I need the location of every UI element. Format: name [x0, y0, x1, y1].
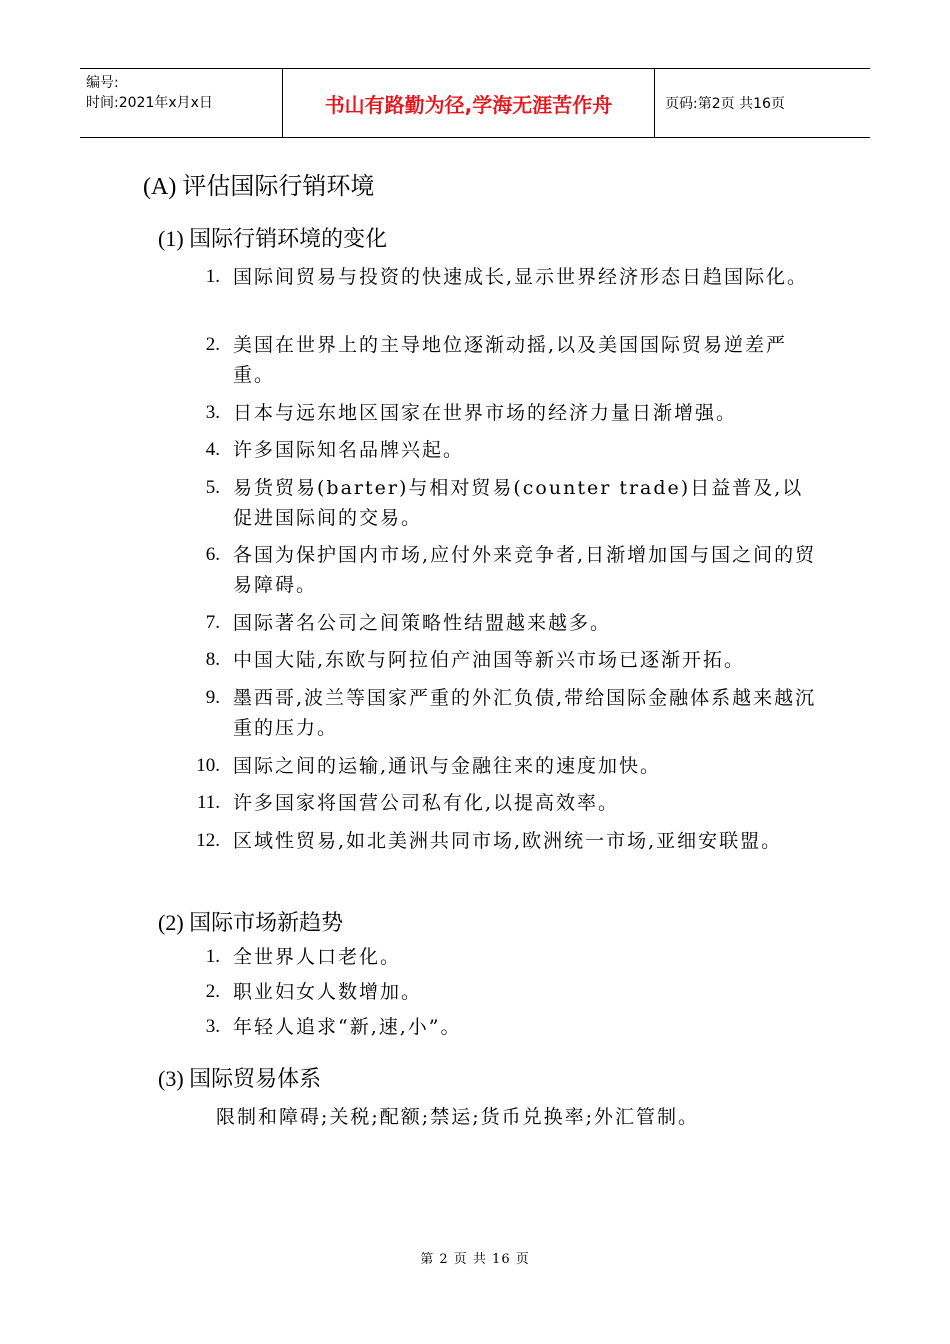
section-2-label: 国际市场新趋势: [189, 911, 344, 936]
section-3-title: [158, 1062, 321, 1093]
item-number: 10.: [196, 755, 220, 776]
code-label: 编号:: [86, 75, 119, 91]
header-meta: [80, 69, 282, 137]
list-item: [180, 788, 820, 826]
item-number: 1.: [205, 266, 220, 287]
item-text: 全世界人口老化。: [233, 946, 402, 968]
item-number: 2.: [205, 981, 220, 1002]
section-1-prefix: (1): [158, 226, 184, 251]
item-text: 各国为保护国内市场,应付外来竞争者,日渐增加国与国之间的贸易障碍。: [233, 544, 817, 596]
section-1-title: [158, 222, 387, 253]
section-2-prefix: (2): [158, 910, 184, 935]
heading-a: [143, 166, 374, 201]
header-motto: 书山有路勤为径,学海无涯苦作舟: [282, 69, 655, 137]
list-item: [180, 977, 820, 1012]
item-number: 2.: [205, 334, 220, 355]
list-item: [180, 751, 820, 788]
heading-a-prefix: (A): [143, 174, 177, 200]
section-3-text: 限制和障碍;关税;配额;禁运;货币兑换率;外汇管制。: [216, 1106, 700, 1128]
item-text: 年轻人追求“新,速,小”。: [233, 1016, 462, 1038]
page-header: [80, 68, 870, 138]
item-number: 6.: [205, 544, 220, 565]
list-item: [180, 540, 820, 608]
list-item: [180, 330, 820, 398]
list-item: [180, 1012, 820, 1047]
item-number: 11.: [196, 792, 220, 813]
time-label: 时间:2021年x月x日: [86, 95, 213, 111]
item-text: 许多国际知名品牌兴起。: [233, 439, 465, 461]
item-text: 国际之间的运输,通讯与金融往来的速度加快。: [233, 755, 662, 777]
item-number: 3.: [205, 1016, 220, 1037]
item-text: 墨西哥,波兰等国家严重的外汇负债,带给国际金融体系越来越沉重的压力。: [233, 687, 817, 739]
item-number: 5.: [205, 477, 220, 498]
section-3-prefix: (3): [158, 1066, 184, 1091]
item-text: 国际著名公司之间策略性结盟越来越多。: [233, 612, 612, 634]
item-number: 12.: [196, 830, 220, 851]
section-2-list: [180, 942, 820, 1047]
item-text: 美国在世界上的主导地位逐渐动摇,以及美国国际贸易逆差严重。: [233, 334, 788, 386]
item-text: 易货贸易(barter)与相对贸易(counter trade)日益普及,以促进国际间的交易。: [233, 477, 804, 529]
list-item: [180, 826, 820, 886]
item-text: 区域性贸易,如北美洲共同市场,欧洲统一市场,亚细安联盟。: [233, 830, 783, 852]
list-item: [180, 942, 820, 977]
list-item: [180, 608, 820, 645]
item-text: 许多国家将国营公司私有化,以提高效率。: [233, 792, 620, 814]
section-3-label: 国际贸易体系: [189, 1067, 322, 1092]
page-footer: 第 2 页 共 16 页: [420, 1252, 530, 1267]
list-item: [180, 683, 820, 751]
list-item: [180, 262, 820, 330]
list-item: [180, 473, 820, 540]
header-page-info: 页码:第2页 共16页: [665, 96, 785, 112]
item-text: 中国大陆,东欧与阿拉伯产油国等新兴市场已逐渐开拓。: [233, 649, 746, 671]
item-number: 7.: [205, 612, 220, 633]
item-text: 职业妇女人数增加。: [233, 981, 423, 1003]
item-text: 日本与远东地区国家在世界市场的经济力量日渐增强。: [233, 402, 738, 424]
section-1-list: [180, 262, 820, 886]
item-text: 国际间贸易与投资的快速成长,显示世界经济形态日趋国际化。: [233, 266, 809, 288]
item-number: 8.: [205, 649, 220, 670]
list-item: [180, 398, 820, 435]
section-1-label: 国际行销环境的变化: [189, 227, 388, 252]
item-number: 4.: [205, 439, 220, 460]
item-number: 1.: [205, 946, 220, 967]
list-item: [180, 435, 820, 473]
item-number: 9.: [205, 687, 220, 708]
heading-a-text: 评估国际行销环境: [182, 172, 375, 200]
section-2-title: [158, 906, 343, 937]
list-item: [180, 645, 820, 683]
item-number: 3.: [205, 402, 220, 423]
